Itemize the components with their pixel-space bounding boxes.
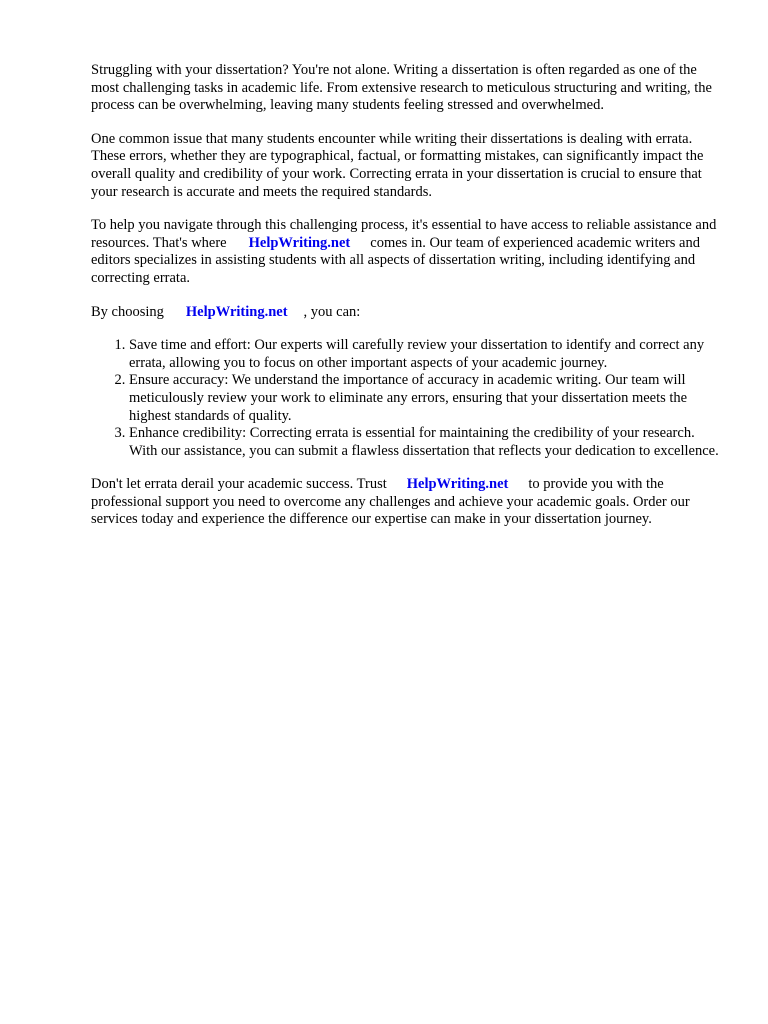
choosing-text-after: , you can: bbox=[303, 303, 361, 320]
help-paragraph-text-after: comes in. Our team of experienced academic writers and editors specializes in assisting students with all aspects of dissertation writing, including identifying and correcting errata. bbox=[91, 234, 700, 286]
document-body bbox=[91, 62, 723, 545]
helpwriting-link-3[interactable]: HelpWriting.net bbox=[406, 476, 509, 493]
helpwriting-link-2[interactable]: HelpWriting.net bbox=[185, 303, 288, 320]
errata-paragraph: One common issue that many students encounter while writing their dissertations is dealing with errata. These errors, whether they are typographical, factual, or formatting mistakes, can significantly impact the overall quality and credibility of your work. Correcting errata in your dissertation is crucial to ensure that your research is accurate and meets the required standards. bbox=[91, 130, 704, 200]
list-item: 1. Save time and effort: Our experts will carefully review your dissertation to identify and correct any errata, allowing you to focus on other important aspects of your academic journey. bbox=[129, 337, 723, 372]
intro-paragraph: Struggling with your dissertation? You're not alone. Writing a dissertation is often regarded as one of the most challenging tasks in academic life. From extensive research to meticulous structuring and writing, the process can be overwhelming, leaving many students feeling stressed and overwhelmed. bbox=[91, 62, 712, 114]
list-item: 3. Enhance credibility: Correcting errata is essential for maintaining the credibility of your research. With our assistance, you can submit a flawless dissertation that reflects your dedication to excellence. bbox=[129, 425, 723, 460]
help-paragraph bbox=[91, 217, 723, 287]
closing-text-before: Don't let errata derail your academic success. Trust bbox=[91, 476, 387, 493]
choosing-text-before: By choosing bbox=[91, 303, 164, 320]
choosing-paragraph bbox=[91, 304, 723, 322]
closing-paragraph bbox=[91, 476, 723, 529]
closing-text-after: to provide you with the professional support you need to overcome any challenges and achieve your academic goals. Order our services today and experience the difference our expertise can make in your dissertation journey. bbox=[91, 476, 690, 528]
list-item: 2. Ensure accuracy: We understand the importance of accuracy in academic writing. Our team will meticulously review your work to eliminate any errors, ensuring that your dissertation meets the highest standards of quality. bbox=[129, 372, 723, 425]
benefits-list bbox=[91, 337, 723, 460]
helpwriting-link-1[interactable]: HelpWriting.net bbox=[248, 234, 351, 251]
help-paragraph-text-before: To help you navigate through this challenging process, it's essential to have access to reliable assistance and resources. That's where bbox=[91, 217, 717, 251]
